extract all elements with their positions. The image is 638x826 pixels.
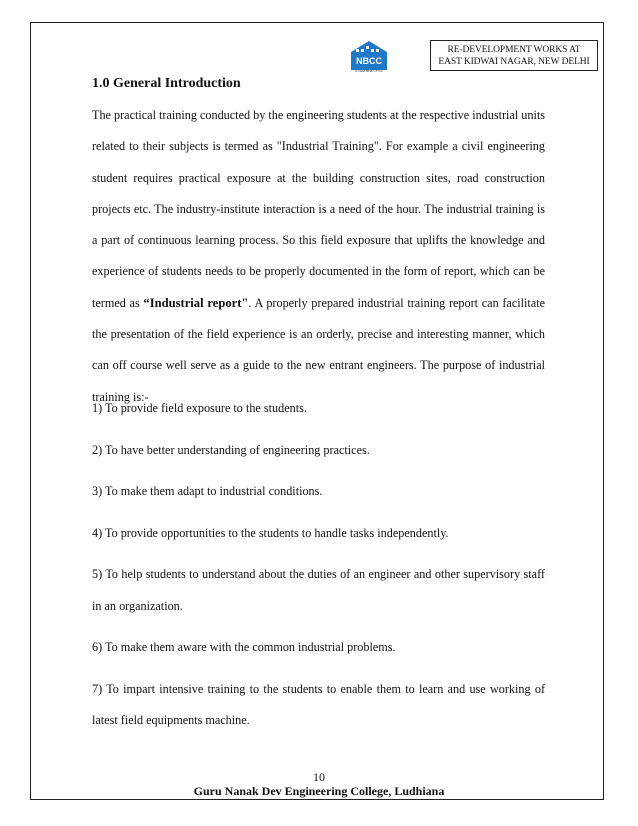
logo-tagline: A Navratna CPSE: [355, 69, 383, 73]
list-item: 3) To make them adapt to industrial conditions.: [92, 484, 323, 499]
paragraph-part-1: The practical training conducted by the engineering students at the respective industrial units related to their subjects is termed as "Industrial Training". For example a civil engineering student requires practical exposure at the building construction sites, road construction projects etc. The industry-institute interaction is a need of the hour. The industrial training is a part of continuous learning process. So this field exposure that uplifts the knowledge and experience of students needs to be properly documented in the form of report, which can be termed as: [92, 108, 545, 310]
list-item: 5) To help students to understand about the duties of an engineer and other supervisory staff in an organization.: [92, 567, 545, 613]
paragraph-part-2: . A properly prepared industrial training report can facilitate the presentation of the field experience is an orderly, precise and interesting manner, which can off course well serve as a guide to the new entrant engineers. The purpose of industrial training is:-: [92, 295, 546, 404]
list-item: 6) To make them aware with the common industrial problems.: [92, 640, 396, 655]
paragraph-bold-term: “Industrial report": [143, 295, 249, 310]
intro-paragraph: [92, 100, 545, 413]
list-item: 1) To provide field exposure to the students.: [92, 401, 307, 415]
document-header-box: [430, 40, 598, 71]
header-line-2: EAST KIDWAI NAGAR, NEW DELHI: [438, 57, 590, 67]
section-heading: 1.0 General Introduction: [92, 76, 241, 91]
list-item: 7) To impart intensive training to the students to enable them to learn and use working of latest field equipments machine.: [92, 681, 545, 728]
page-footer: Guru Nanak Dev Engineering College, Ludhiana: [193, 784, 445, 798]
header-line-1: RE-DEVELOPMENT WORKS AT: [447, 45, 581, 55]
purpose-list: [92, 393, 545, 747]
list-item: 4) To provide opportunities to the students to handle tasks independently.: [92, 525, 449, 540]
logo-text: NBCC: [356, 56, 382, 66]
list-item: 2) To have better understanding of engineering practices.: [92, 442, 370, 457]
page-number: 10: [313, 770, 325, 784]
